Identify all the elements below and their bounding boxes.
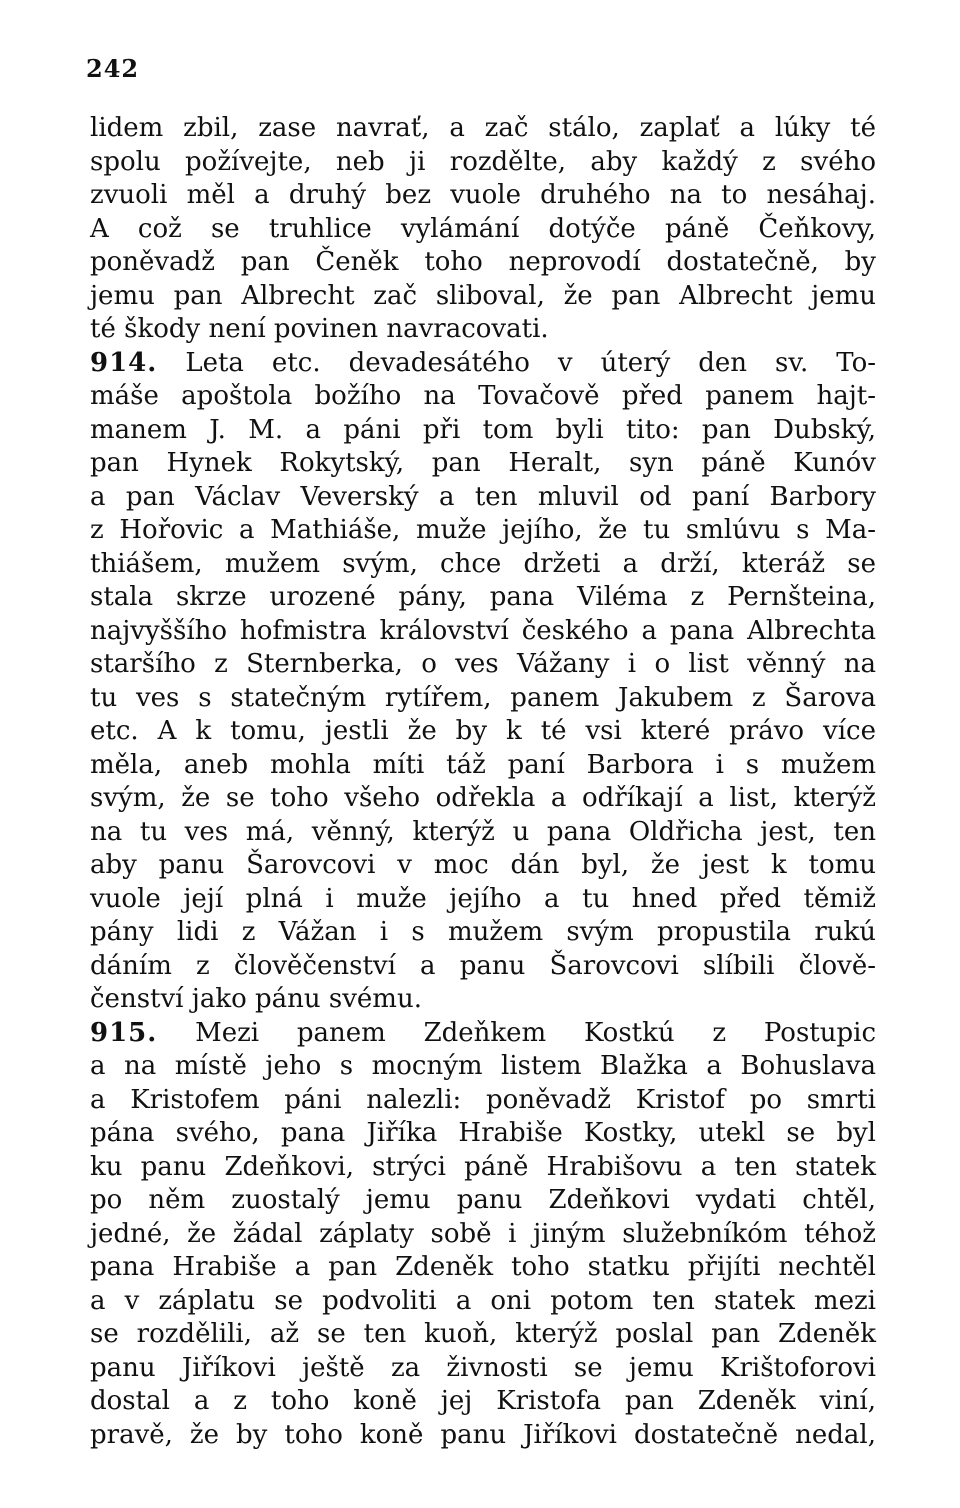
- text-line: [90, 715, 876, 749]
- line-text: etc. A k tomu, jestli že by k té vsi které právo více: [90, 716, 876, 746]
- text-line: [90, 380, 876, 414]
- line-text: jemu pan Albrecht zač sliboval, že pan Albrecht jemu: [90, 280, 876, 311]
- line-text: dáním z člověčenství a panu Šarovcovi slíbili člově-: [90, 950, 876, 981]
- text-line: [90, 916, 876, 950]
- text-line: [90, 1218, 876, 1252]
- line-text: Leta etc. devadesátého v úterý den sv. To-: [185, 347, 877, 378]
- section-number: 915.: [90, 1017, 158, 1048]
- section-number: 914.: [90, 347, 158, 378]
- text-line: [90, 950, 876, 984]
- line-text: manem J. M. a páni při tom byli tito: pan Dubský,: [90, 414, 876, 445]
- page-number: 242: [86, 54, 140, 83]
- text-line: [90, 1184, 876, 1218]
- line-text: jedné, že žádal záplaty sobě i jiným služebníkóm téhož: [90, 1218, 876, 1249]
- text-line: [90, 1251, 876, 1285]
- text-line: [90, 447, 876, 481]
- text-line: [90, 179, 876, 213]
- line-text: dostal a z toho koně jej Kristofa pan Zdeněk viní,: [90, 1386, 876, 1416]
- text-line: [90, 1385, 876, 1419]
- line-text: ku panu Zdeňkovi, strýci páně Hrabišovu a ten statek: [90, 1151, 876, 1182]
- line-text: vuole její plná i muže jejího a tu hned před těmiž: [90, 883, 876, 914]
- line-text: Mezi panem Zdeňkem Kostkú z Postupic: [195, 1017, 876, 1048]
- body-text: [90, 112, 876, 1452]
- text-line: [90, 883, 876, 917]
- line-text: panu Jiříkovi ještě za živnosti se jemu Krištoforovi: [90, 1352, 876, 1383]
- text-line: [90, 1352, 876, 1386]
- text-line: [90, 548, 876, 582]
- line-text: té škody není povinen navracovati.: [90, 314, 549, 344]
- line-text: A což se truhlice vylámání dotýče páně Čeňkovy,: [90, 213, 876, 244]
- section-heading-line: [90, 347, 876, 381]
- line-text: pány lidi z Vážan i s mužem svým propustila rukú: [90, 917, 876, 947]
- text-line: [90, 782, 876, 816]
- text-line: [90, 849, 876, 883]
- text-line: [90, 581, 876, 615]
- line-text: a Kristofem páni nalezli: poněvadž Kristof po smrti: [90, 1084, 876, 1115]
- line-text: na tu ves má, věnný, kterýž u pana Oldřicha jest, ten: [90, 816, 876, 847]
- line-text: poněvadž pan Čeněk toho neprovodí dostatečně, by: [90, 247, 876, 277]
- text-line: [90, 313, 876, 347]
- text-line: [90, 481, 876, 515]
- line-text: pan Hynek Rokytský, pan Heralt, syn páně Kunóv: [90, 448, 876, 478]
- line-text: a na místě jeho s mocným listem Blažka a Bohuslava: [90, 1051, 876, 1081]
- text-line: [90, 1117, 876, 1151]
- line-text: tu ves s statečným rytířem, panem Jakubem z Šarova: [90, 682, 876, 713]
- text-line: [90, 246, 876, 280]
- line-text: a pan Václav Veverský a ten mluvil od paní Barbory: [90, 481, 876, 512]
- text-line: [90, 1419, 876, 1453]
- text-line: [90, 1318, 876, 1352]
- line-text: pana Hrabiše a pan Zdeněk toho statku přijíti nechtěl: [90, 1252, 876, 1282]
- text-line: [90, 1285, 876, 1319]
- section-heading-line: [90, 1017, 876, 1051]
- text-line: [90, 1050, 876, 1084]
- line-text: zvuoli měl a druhý bez vuole druhého na to nesáhaj.: [90, 180, 876, 210]
- text-line: [90, 1084, 876, 1118]
- text-line: [90, 213, 876, 247]
- text-line: [90, 615, 876, 649]
- text-line: [90, 1151, 876, 1185]
- text-line: [90, 414, 876, 448]
- line-text: se rozdělili, až se ten kuoň, kterýž poslal pan Zdeněk: [90, 1319, 876, 1349]
- line-text: a v záplatu se podvoliti a oni potom ten statek mezi: [90, 1285, 876, 1316]
- line-text: z Hořovic a Mathiáše, muže jejího, že tu smlúvu s Ma-: [90, 515, 876, 545]
- line-text: čenství jako pánu svému.: [90, 984, 422, 1014]
- line-text: pravě, že by toho koně panu Jiříkovi dostatečně nedal,: [90, 1419, 876, 1450]
- line-text: po něm zuostalý jemu panu Zdeňkovi vydati chtěl,: [90, 1185, 876, 1215]
- text-line: [90, 648, 876, 682]
- text-line: [90, 280, 876, 314]
- line-text: svým, že se toho všeho odřekla a odříkají a list, kterýž: [90, 783, 876, 813]
- text-line: [90, 682, 876, 716]
- text-line: [90, 983, 876, 1017]
- line-text: thiášem, mužem svým, chce držeti a drží, kteráž se: [90, 548, 876, 579]
- text-line: [90, 146, 876, 180]
- line-text: najvyššího hofmistra království českého a pana Albrechta: [90, 615, 876, 646]
- line-text: staršího z Sternberka, o ves Vážany i o list věnný na: [90, 649, 876, 679]
- line-text: měla, aneb mohla míti táž paní Barbora i s mužem: [90, 749, 876, 780]
- line-text: máše apoštola božího na Tovačově před panem hajt-: [90, 381, 876, 411]
- text-line: [90, 112, 876, 146]
- text-line: [90, 749, 876, 783]
- line-text: lidem zbil, zase navrať, a zač stálo, zaplať a lúky té: [90, 113, 876, 143]
- line-text: aby panu Šarovcovi v moc dán byl, že jest k tomu: [90, 850, 876, 880]
- line-text: spolu požívejte, neb ji rozdělte, aby každý z svého: [90, 146, 876, 177]
- text-line: [90, 514, 876, 548]
- line-text: stala skrze urozené pány, pana Viléma z Pernšteina,: [90, 582, 876, 612]
- line-text: pána svého, pana Jiříka Hrabiše Kostky, utekl se byl: [90, 1118, 876, 1148]
- text-line: [90, 816, 876, 850]
